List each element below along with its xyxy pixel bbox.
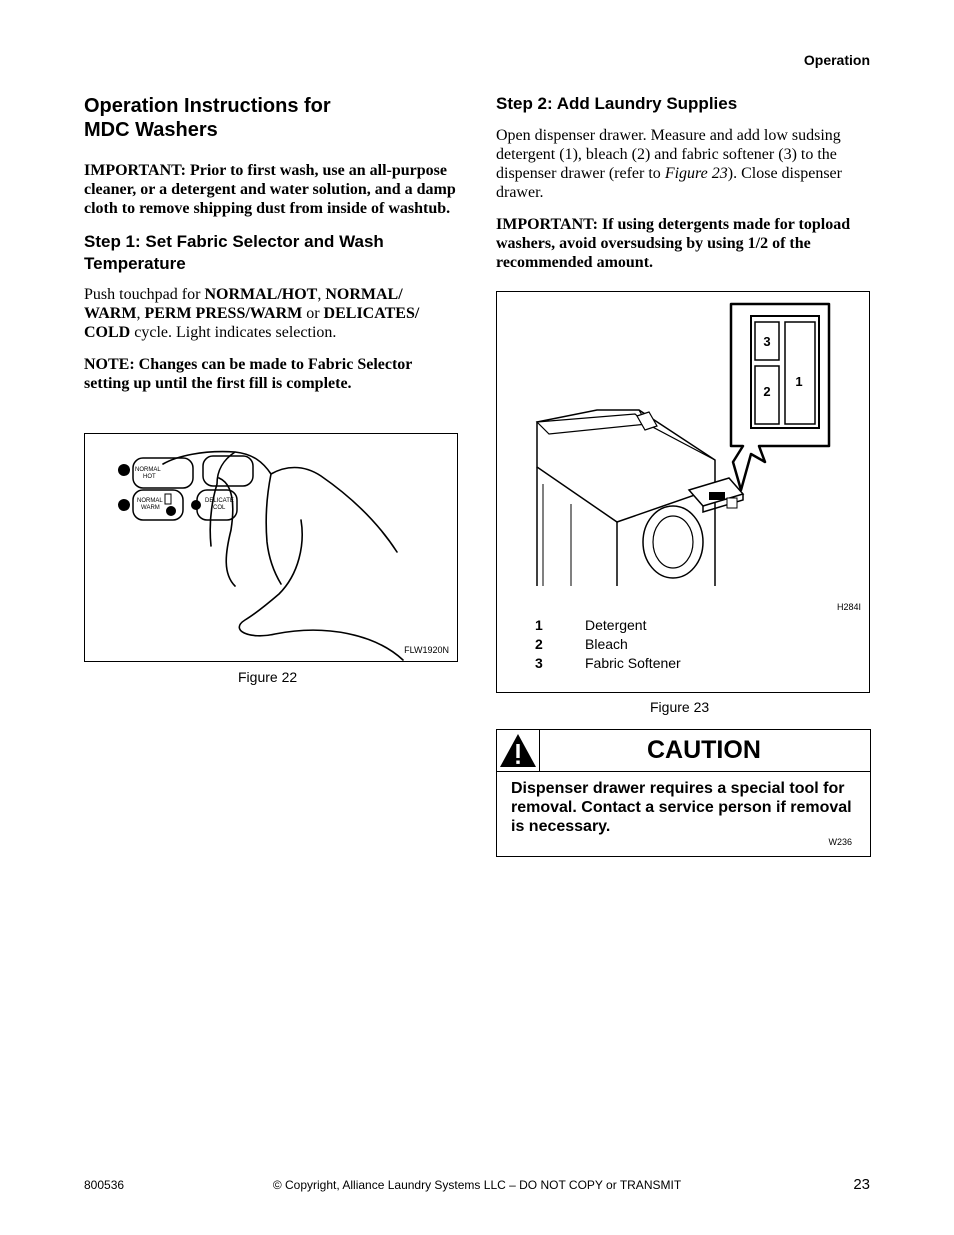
detergent-important-notice: IMPORTANT: If using detergents made for topload washers, avoid oversudsing by using 1/2 of the recommended amount. [496, 216, 851, 271]
left-column [84, 94, 459, 393]
step2-text: Open dispenser drawer. Measure and add low sudsing detergent (1), bleach (2) and fabric softener (3) to the dispenser drawer (refer to Figure 23). Close dispenser drawer. [496, 127, 842, 201]
caution-title: CAUTION [647, 736, 761, 764]
hand-drawing [163, 452, 403, 660]
normal-warm-pad [118, 490, 183, 520]
touchpad-illustration [85, 434, 457, 661]
warning-icon [497, 730, 540, 771]
step2-heading: Step 2: Add Laundry Supplies [496, 94, 738, 113]
figure-code: H284I [836, 602, 861, 612]
normal-hot-pad [118, 458, 193, 488]
caution-header [497, 730, 870, 772]
pad-label: WARM [141, 505, 160, 511]
callout-1: 1 [795, 374, 803, 389]
page-title-line1: Operation Instructions for [84, 95, 331, 117]
pad-label: HOT [143, 474, 156, 480]
figure-code: FLW1920N [404, 645, 449, 655]
figure-22 [84, 433, 458, 662]
important-notice: IMPORTANT: Prior to first wash, use an all-purpose cleaner, or a detergent and water solution, and a damp cloth to remove shipping dust from inside of washtub. [84, 162, 456, 217]
step1-text: Push touchpad for NORMAL/HOT, NORMAL/ WARM, PERM PRESS/WARM or DELICATES/ COLD cycle. Light indicates selection. [84, 286, 420, 341]
page-title-line2: MDC Washers [84, 119, 218, 141]
caution-code: W236 [828, 837, 852, 847]
callout-2: 2 [763, 384, 771, 399]
pad-label: NORMAL [135, 467, 161, 473]
caution-box [496, 729, 871, 857]
fabric-selector-note: NOTE: Changes can be made to Fabric Selector setting up until the first fill is complete. [84, 356, 413, 392]
figure-23-caption: Figure 23 [650, 699, 710, 715]
figure-22-caption: Figure 22 [238, 669, 298, 685]
pad-label: COL [213, 505, 226, 511]
doc-number: 800536 [84, 1178, 125, 1192]
page-title [84, 94, 459, 142]
caution-text: Dispenser drawer requires a special tool for removal. Contact a service person if removal is necessary. [511, 780, 852, 835]
figure-23: 3 2 1 H284I 1 Detergent 2 Bleach 3 Fabric Softener [496, 291, 870, 693]
callout-3: 3 [763, 334, 771, 349]
washer-dispenser-illustration [497, 292, 869, 592]
page-number: 23 [853, 1176, 870, 1193]
running-header: Operation [803, 52, 870, 68]
copyright-notice: © Copyright, Alliance Laundry Systems LLC – DO NOT COPY or TRANSMIT [272, 1178, 682, 1192]
pad-label: NORMAL [137, 498, 163, 504]
pad-label: DELICATE [205, 498, 234, 504]
step1-heading: Step 1: Set Fabric Selector and Wash Temperature [84, 232, 384, 273]
right-column [496, 93, 871, 272]
